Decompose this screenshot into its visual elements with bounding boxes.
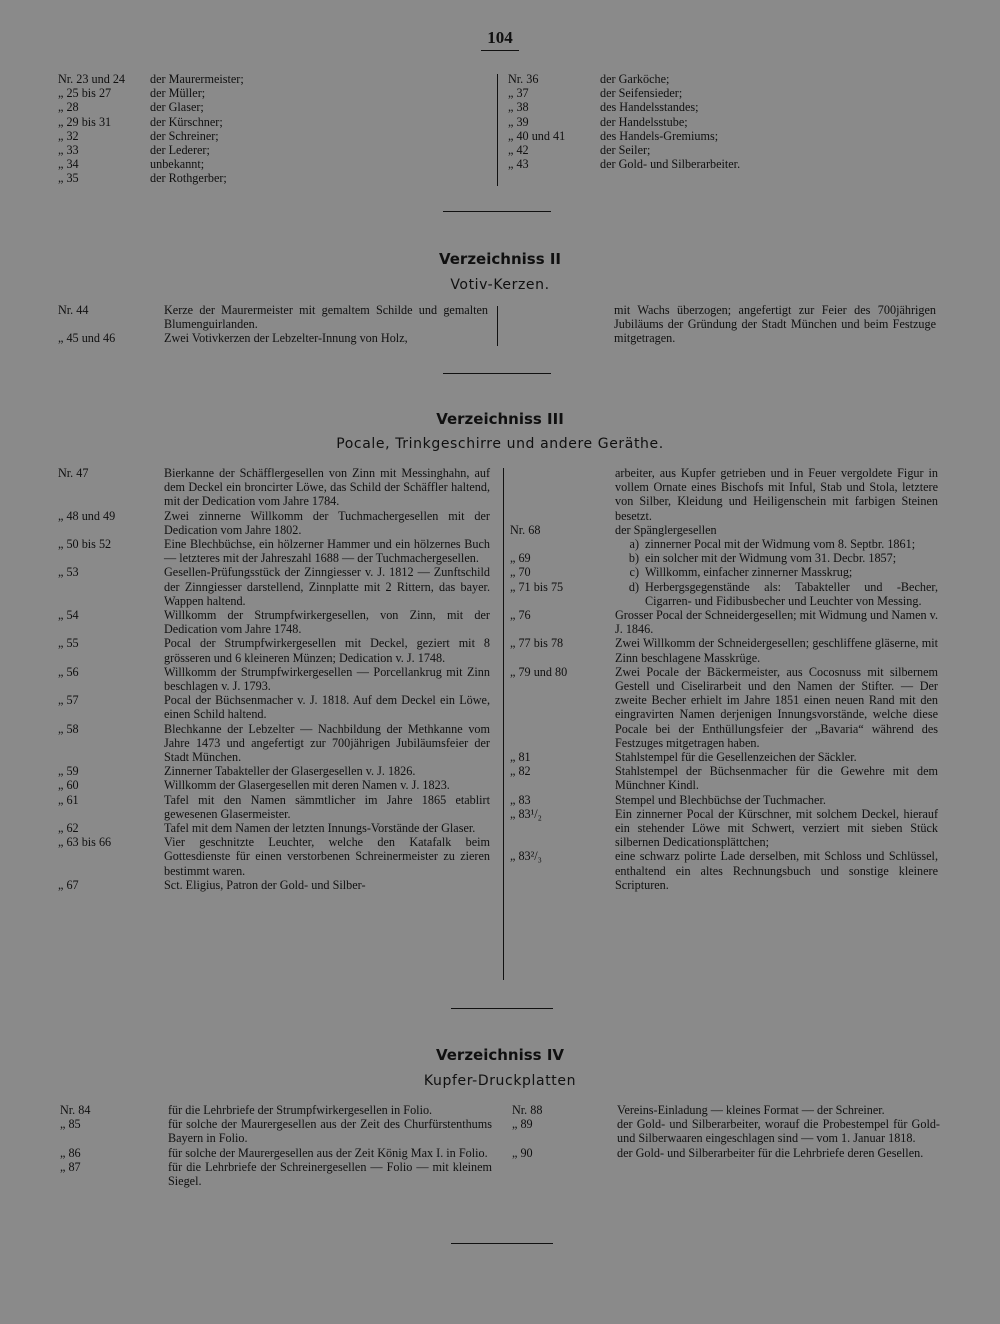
entry-description: Blechkanne der Lebzelter — Nachbildung der Methkanne vom Jahre 1473 und angefertigt zur 700jährigen Jubiläumsfeier der Stadt München.	[164, 721, 490, 765]
entry-description: Zwei Votivkerzen der Lebzelter-Innung von Holz,	[164, 331, 408, 346]
list-item	[58, 764, 490, 778]
entry-number: „ 40 und 41	[508, 128, 566, 143]
entry-description: Tafel mit dem Namen der letzten Innungs-Vorstände der Glaser.	[164, 821, 476, 836]
entry-description: Eine Blechbüchse, ein hölzerner Hammer und ein hölzernes Buch — letzteres mit der Jahreszahl 1688 — der Tuchmachergesellen.	[164, 537, 490, 566]
entry-number: „ 83¹/₂	[510, 806, 542, 821]
entry-description: Stahlstempel der Büchsenmacher für die Gewehre mit dem Münchner Kindl.	[615, 764, 938, 793]
section-3-left	[58, 466, 490, 892]
entry-number: „ 76	[510, 608, 531, 623]
entry-description: Stahlstempel für die Gesellenzeichen der Säckler.	[615, 750, 857, 765]
list-item	[58, 72, 478, 86]
list-item	[58, 636, 490, 664]
entry-description: der Seiler;	[600, 143, 651, 158]
entry-description: des Handelsstandes;	[600, 100, 699, 115]
entry-number: „ 71 bis 75	[510, 579, 564, 594]
list-item	[60, 1117, 492, 1145]
entry-text	[164, 303, 488, 331]
sub-item-letter: b)	[628, 551, 639, 566]
entry-text	[615, 580, 938, 608]
entry-text	[615, 793, 938, 807]
entry-number: „ 83	[510, 792, 531, 807]
column-divider	[497, 306, 498, 346]
entry-number: „ 38	[508, 100, 529, 115]
sub-item-text: Willkomm, einfacher zinnerner Masskrug;	[645, 565, 853, 580]
entry-number: „ 53	[58, 565, 79, 580]
entry-text	[600, 129, 938, 143]
sub-item-text: ein solcher mit der Widmung vom 31. Decbr. 1857;	[645, 551, 897, 566]
entry-number: Nr. 68	[510, 522, 541, 537]
entry-text	[164, 665, 490, 693]
entry-number: „ 86	[60, 1145, 81, 1160]
list-item	[512, 1103, 940, 1117]
entry-text	[615, 565, 938, 579]
section-4-left	[60, 1103, 492, 1188]
entry-description: Ein zinnerner Pocal der Kürschner, mit solchem Deckel, hierauf ein stehender Löwe mit Schwert, verziert mit sieben Stück silbernen Dedicationsplättchen;	[615, 806, 938, 850]
entry-number: „ 81	[510, 750, 531, 765]
entry-number: „ 50 bis 52	[58, 537, 112, 552]
entry-text	[164, 693, 490, 721]
list-item	[58, 878, 490, 892]
entry-text	[168, 1117, 492, 1145]
entry-text	[615, 608, 938, 636]
entry-text	[164, 466, 490, 509]
section-2-title: Verzeichniss II	[438, 250, 562, 268]
entry-description: der Glaser;	[150, 100, 204, 115]
entry-text	[150, 129, 478, 143]
entry-text	[164, 764, 490, 778]
list-item	[510, 551, 938, 565]
list-item	[58, 86, 478, 100]
list-item	[512, 1146, 940, 1160]
entry-description: für solche der Maurergesellen aus der Zeit König Max I. in Folio.	[168, 1145, 488, 1160]
section-rule	[443, 373, 551, 374]
sub-item-letter: c)	[629, 565, 639, 580]
entry-description: des Handels-Gremiums;	[600, 128, 719, 143]
list-item	[510, 764, 938, 792]
list-item	[510, 849, 938, 892]
entry-continuation: mit Wachs überzogen; angefertigt zur Feier des 700jährigen Jubiläums der Gründung der Stadt München und beim Festzuge mitgetragen.	[614, 303, 936, 346]
entry-description: Willkomm der Strumpfwirkergesellen, von Zinn, mit der Dedication vom Jahre 1748.	[164, 608, 490, 637]
entry-description: unbekannt;	[150, 157, 205, 172]
entry-number: „ 29 bis 31	[58, 114, 112, 129]
entry-number: „ 77 bis 78	[510, 636, 564, 651]
entry-text	[164, 509, 490, 537]
section-4-subtitle: Kupfer-Druckplatten	[423, 1073, 577, 1089]
list-item	[510, 665, 938, 750]
list-item	[58, 722, 490, 765]
entry-text	[617, 1146, 940, 1160]
entry-number: Nr. 88	[512, 1103, 543, 1117]
entry-number: „ 83²/₃	[510, 849, 542, 864]
list-item	[58, 331, 488, 345]
entry-description: für solche der Maurergesellen aus der Zeit des Churfürstenthums Bayern in Folio.	[168, 1117, 492, 1146]
entry-number: „ 60	[58, 778, 79, 793]
entry-number: „ 54	[58, 608, 79, 623]
entry-text	[150, 157, 478, 171]
entry-text	[168, 1146, 492, 1160]
entry-description: eine schwarz polirte Lade derselben, mit Schloss und Schlüssel, enthaltend ein altes Rechnungsbuch und sonstige kleinere Scripturen.	[615, 849, 938, 892]
entry-text	[164, 835, 490, 878]
entry-text	[615, 636, 938, 664]
list-item	[58, 665, 490, 693]
entry-description: der Gold- und Silberarbeiter, worauf die Probestempel für Gold- und Silberwaaren eingeschlagen sind — vom 1. Januar 1818.	[617, 1117, 940, 1146]
entry-text	[164, 331, 488, 345]
section-rule	[451, 1008, 553, 1009]
list-item	[508, 100, 938, 114]
entry-number: „ 28	[58, 100, 79, 115]
list-top-right	[508, 72, 938, 171]
entry-description: der Handelsstube;	[600, 114, 688, 129]
entry-text	[615, 551, 938, 565]
list-item	[58, 693, 490, 721]
sub-item-letter: a)	[629, 537, 639, 552]
entry-number: „ 55	[58, 636, 79, 651]
entry-number: „ 25 bis 27	[58, 86, 112, 101]
list-item	[58, 466, 490, 509]
entry-description: Zwei zinnerne Willkomm der Tuchmachergesellen mit der Dedication vom Jahre 1802.	[164, 508, 490, 537]
entry-text	[164, 722, 490, 765]
entry-text	[164, 636, 490, 664]
list-item	[510, 636, 938, 664]
entry-number: „ 85	[60, 1117, 81, 1132]
entry-number: „ 45 und 46	[58, 331, 116, 346]
entry-description: für die Lehrbriefe der Schreinergesellen — Folio — mit kleinem Siegel.	[168, 1159, 492, 1189]
list-item	[510, 580, 938, 608]
list-item	[60, 1146, 492, 1160]
entry-number: „ 48 und 49	[58, 508, 116, 523]
entry-text	[617, 1103, 940, 1117]
entry-description: der Schreiner;	[150, 128, 219, 143]
entry-description: der Lederer;	[150, 143, 210, 158]
list-item	[510, 608, 938, 636]
page-number: 104	[0, 28, 1000, 51]
entry-number: Nr. 36	[508, 72, 539, 86]
list-item	[58, 509, 490, 537]
entry-description: für die Lehrbriefe der Strumpfwirkergesellen in Folio.	[168, 1103, 433, 1117]
entry-number: „ 87	[60, 1159, 81, 1174]
list-item	[508, 72, 938, 86]
entry-text	[150, 171, 478, 185]
entry-number: „ 59	[58, 764, 79, 779]
entry-description: Stempel und Blechbüchse der Tuchmacher.	[615, 792, 826, 807]
list-item	[508, 157, 938, 171]
entry-description: Zinnerner Tabakteller der Glasergesellen v. J. 1826.	[164, 764, 416, 779]
list-item	[58, 608, 490, 636]
entry-text	[615, 665, 938, 750]
list-item	[510, 793, 938, 807]
entry-description: Grosser Pocal der Schneidergesellen; mit Widmung und Namen v. J. 1846.	[615, 608, 938, 637]
entry-text	[164, 778, 490, 792]
entry-text	[600, 115, 938, 129]
section-2-left	[58, 303, 488, 346]
entry-description: der Gold- und Silberarbeiter.	[600, 157, 741, 172]
section-3-right	[510, 466, 938, 892]
entry-number: „ 42	[508, 143, 529, 158]
entry-number: Nr. 23 und 24	[58, 72, 126, 86]
entry-description: der Kürschner;	[150, 114, 223, 129]
entry-description: der Gold- und Silberarbeiter für die Lehrbriefe deren Gesellen.	[617, 1145, 924, 1160]
entry-description: der Garköche;	[600, 72, 670, 86]
entry-text	[615, 750, 938, 764]
entry-text	[164, 608, 490, 636]
entry-description: der Spänglergesellen	[615, 522, 717, 537]
list-item	[510, 565, 938, 579]
entry-number: „ 79 und 80	[510, 664, 568, 679]
list-item	[508, 129, 938, 143]
sub-item-text: Herbergsgegenstände als: Tabakteller und -Becher, Cigarren- und Fidibusbecher und Leuchter von Messing.	[645, 579, 938, 608]
section-4-right	[512, 1103, 940, 1160]
section-4-title: Verzeichniss IV	[435, 1046, 565, 1064]
entry-text	[615, 523, 938, 551]
entry-description: Zwei Pocale der Bäckermeister, aus Cocosnuss mit silbernem Gestell und Ciselirarbeit und den Namen der Stifter. — Der zweite Becher erhielt im Jahre 1851 einen neuen Rand mit den eingravirten Namen derjenigen Innungsvorstände, welche diese Pocale bei der Enthüllungsfeier der „Bavaria“ während des Festzuges mitgetragen haben.	[615, 664, 938, 750]
entry-description: Vereins-Einladung — kleines Format — der Schreiner.	[617, 1103, 885, 1117]
entry-number: „ 35	[58, 171, 79, 186]
sub-item	[615, 537, 938, 551]
entry-description: der Seifensieder;	[600, 86, 683, 101]
list-item	[58, 100, 478, 114]
list-item	[58, 143, 478, 157]
entry-text	[164, 537, 490, 565]
entry-number: „ 63 bis 66	[58, 835, 112, 850]
entry-text	[600, 143, 938, 157]
list-item	[510, 807, 938, 850]
entry-number: Nr. 44	[58, 303, 89, 317]
list-item	[58, 171, 478, 185]
entry-description: Gesellen-Prüfungsstück der Zinngiesser v. J. 1812 — Zunftschild der Zinngiesser darstellend, Zinnplatte mit 2 Rittern, das bayer. Wappen haltend.	[164, 565, 490, 608]
entry-number: „ 69	[510, 551, 531, 566]
list-item	[58, 778, 490, 792]
list-top-left	[58, 72, 478, 186]
entry-number: „ 58	[58, 721, 79, 736]
entry-number: „ 90	[512, 1145, 533, 1160]
list-item	[60, 1103, 492, 1117]
list-item	[508, 115, 938, 129]
entry-description: Willkomm der Glasergesellen mit deren Namen v. J. 1823.	[164, 778, 450, 793]
entry-number: „ 70	[510, 565, 531, 580]
list-item	[58, 793, 490, 821]
entry-description: Willkomm der Strumpfwirkergesellen — Porcellankrug mit Zinn beschlagen v. J. 1793.	[164, 664, 490, 694]
section-rule	[451, 1243, 553, 1244]
entry-text	[150, 115, 478, 129]
entry-text	[615, 849, 938, 892]
entry-number: „ 43	[508, 157, 529, 172]
entry-number: „ 61	[58, 792, 79, 807]
entry-description: Vier geschnitzte Leuchter, welche den Katafalk beim Gottesdienste für einen verstorbenen Schreinermeister zu zieren bestimmt waren.	[164, 835, 490, 878]
entry-description: der Müller;	[150, 86, 206, 101]
section-2-right	[614, 303, 936, 346]
entry-description: Sct. Eligius, Patron der Gold- und Silber-	[164, 877, 366, 892]
entry-description: Bierkanne der Schäfflergesellen von Zinn mit Messinghahn, auf dem Deckel ein broncirter Löwe, das Schild der Schäffler haltend, mit der Dedication vom Jahre 1784.	[164, 466, 490, 509]
sub-item	[615, 580, 938, 608]
entry-number: „ 89	[512, 1117, 533, 1132]
list-item	[58, 565, 490, 608]
list-item	[510, 750, 938, 764]
entry-text	[600, 157, 938, 171]
entry-description: Pocal der Büchsenmacher v. J. 1818. Auf dem Deckel ein Löwe, einen Schild haltend.	[164, 693, 490, 722]
list-item	[58, 303, 488, 331]
entry-text	[150, 72, 478, 86]
section-rule	[443, 211, 551, 212]
entry-number: „ 32	[58, 128, 79, 143]
entry-text	[150, 100, 478, 114]
entry-text	[600, 100, 938, 114]
list-item	[58, 835, 490, 878]
sub-item	[615, 565, 938, 579]
entry-description: Zwei Willkomm der Schneidergesellen; geschliffene gläserne, mit Zinn beschlagene Masskrüge.	[615, 636, 938, 665]
entry-number: „ 82	[510, 764, 531, 779]
entry-number: Nr. 84	[60, 1103, 91, 1117]
sub-item-text: zinnerner Pocal mit der Widmung vom 8. Septbr. 1861;	[645, 537, 916, 552]
entry-text	[615, 764, 938, 792]
entry-text	[168, 1160, 492, 1188]
list-item	[510, 523, 938, 551]
entry-description: der Maurermeister;	[150, 72, 244, 86]
entry-number: „ 56	[58, 664, 79, 679]
entry-text	[164, 821, 490, 835]
entry-text	[168, 1103, 492, 1117]
entry-number: „ 62	[58, 821, 79, 836]
entry-number: „ 39	[508, 114, 529, 129]
entry-number: Nr. 47	[58, 466, 89, 480]
list-item	[60, 1160, 492, 1188]
list-item	[58, 157, 478, 171]
section-2-subtitle: Votiv-Kerzen.	[450, 277, 550, 293]
entry-text	[150, 86, 478, 100]
list-item	[58, 115, 478, 129]
entry-text	[164, 793, 490, 821]
entry-continuation: arbeiter, aus Kupfer getrieben und in Feuer vergoldete Figur in vollem Ornate eines Bischofs mit Inful, Stab und Stola, letztere von Silber, Kleidung und Heiligenschein mit farbigen Steinen besetzt.	[615, 466, 938, 523]
entry-number: „ 67	[58, 877, 79, 892]
entry-number: „ 33	[58, 143, 79, 158]
entry-description: Kerze der Maurermeister mit gemaltem Schilde und gemalten Blumenguirlanden.	[164, 303, 488, 332]
column-divider	[503, 468, 504, 980]
entry-text	[164, 878, 490, 892]
list-item	[508, 143, 938, 157]
section-3-subtitle: Pocale, Trinkgeschirre und andere Geräthe.	[336, 436, 664, 452]
entry-text	[164, 565, 490, 608]
entry-text	[600, 86, 938, 100]
entry-number: „ 37	[508, 86, 529, 101]
entry-number: „ 57	[58, 693, 79, 708]
entry-description: Pocal der Strumpfwirkergesellen mit Deckel, geziert mit 8 grösseren und 6 kleineren Münzen; Dedication v. J. 1748.	[164, 636, 490, 665]
entry-text	[615, 807, 938, 850]
list-item	[508, 86, 938, 100]
list-item	[58, 821, 490, 835]
section-3-title: Verzeichniss III	[436, 410, 564, 428]
list-item	[58, 537, 490, 565]
list-item	[58, 129, 478, 143]
entry-text	[150, 143, 478, 157]
entry-text	[617, 1117, 940, 1145]
entry-description: der Rothgerber;	[150, 171, 227, 186]
entry-text	[600, 72, 938, 86]
sub-item	[615, 551, 938, 565]
entry-number: „ 34	[58, 157, 79, 172]
column-divider	[497, 74, 498, 186]
list-item	[512, 1117, 940, 1145]
entry-description: Tafel mit den Namen sämmtlicher im Jahre 1865 etablirt gewesenen Glasermeister.	[164, 792, 490, 821]
sub-item-letter: d)	[628, 579, 639, 594]
